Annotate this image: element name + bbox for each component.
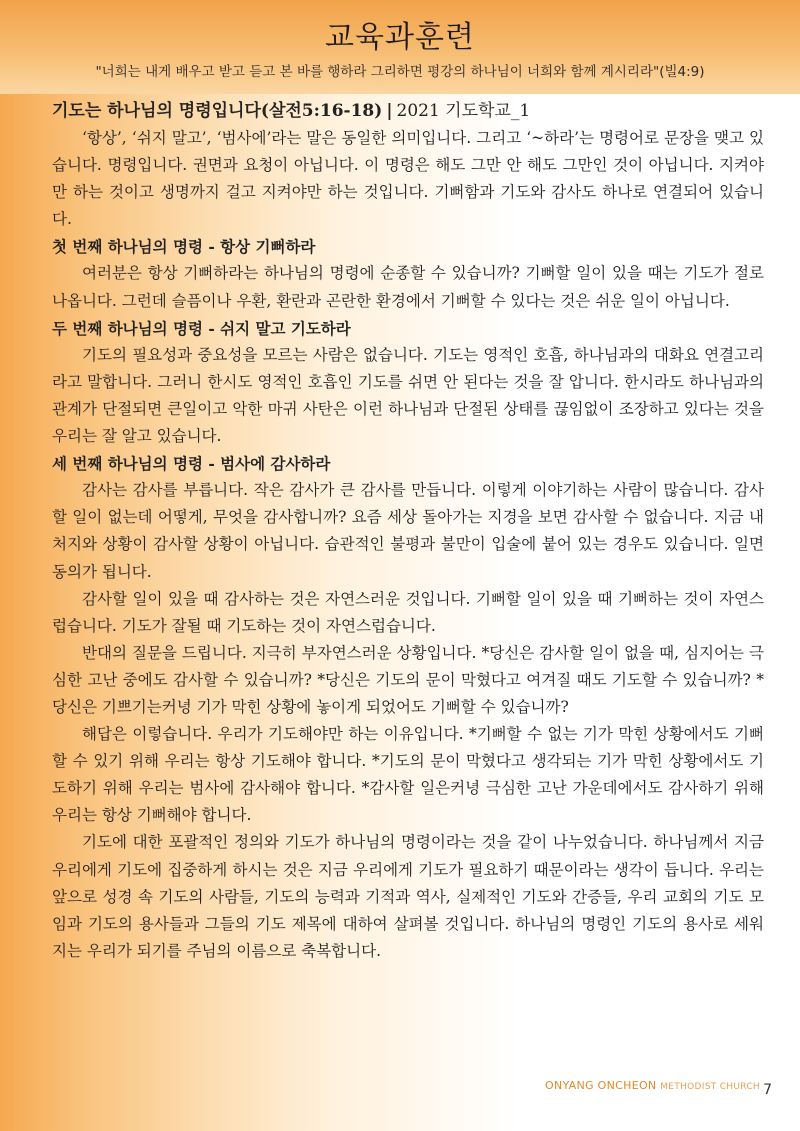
- section-2-paragraph: 기도의 필요성과 중요성을 모르는 사람은 없습니다. 기도는 영적인 호흡, 하나님과의 대화요 연결고리라고 말합니다. 그러니 한시도 영적인 호흡인 기도를 쉬면 안 된다는 것을 잘 압니다. 한시라도 하나님과의 관계가 단절되면 큰일이고 악한 마귀 사탄은 이런 하나님과 단절된 상태를 끊임없이 조장하고 있다는 것을 우리는 잘 알고 있습니다.: [52, 345, 764, 446]
- article-body: [52, 98, 764, 965]
- header-verse: "너희는 내게 배우고 받고 듣고 본 바를 행하라 그리하면 평강의 하나님이 너희와 함께 계시리라"(빌4:9): [95, 64, 705, 80]
- page-number: 7: [763, 1082, 772, 1098]
- section-3-paragraph-3: 반대의 질문을 드립니다. 지극히 부자연스러운 상황입니다. *당신은 감사할 일이 없을 때, 심지어는 극심한 고난 중에도 감사할 수 있습니까? *당신은 기도의 문이 막혔다고 여겨질 때도 기도할 수 있습니까? *당신은 기쁘기는커녕 기가 막힌 상황에 놓이게 되었어도 기뻐할 수 있습니까?: [52, 643, 764, 716]
- section-3-paragraph-2: 감사할 일이 있을 때 감사하는 것은 자연스러운 것입니다. 기뻐할 일이 있을 때 기뻐하는 것이 자연스럽습니다. 기도가 잘될 때 기도하는 것이 자연스럽습니다.: [52, 589, 764, 635]
- brand-main: ONYANG ONCHEON: [545, 1079, 657, 1092]
- church-brand: [545, 1079, 760, 1092]
- intro-paragraph: ‘항상’, ‘쉬지 말고’, ‘범사에’라는 말은 동일한 의미입니다. 그리고 ‘~하라’는 명령어로 문장을 맺고 있습니다. 명령입니다. 권면과 요청이 아닙니다. 이 명령은 해도 그만 안 해도 그만인 것이 아닙니다. 지켜야만 하는 것이고 생명까지 걸고 지켜야만 하는 것입니다. 기뻐함과 기도와 감사도 하나로 연결되어 있습니다.: [52, 129, 764, 229]
- section-1-paragraph: 여러분은 항상 기뻐하라는 하나님의 명령에 순종할 수 있습니까? 기뻐할 일이 있을 때는 기도가 절로 나옵니다. 그런데 슬픔이나 우환, 환란과 곤란한 환경에서 기뻐할 수 있다는 것은 쉬운 일이 아닙니다.: [52, 264, 764, 310]
- section-3-paragraph-5: 기도에 대한 포괄적인 정의와 기도가 하나님의 명령이라는 것을 같이 나누었습니다. 하나님께서 지금 우리에게 기도에 집중하게 하시는 것은 지금 우리에게 기도가 필요하기 때문이라는 생각이 듭니다. 우리는 앞으로 성경 속 기도의 사람들, 기도의 능력과 기적과 역사, 실제적인 기도와 간증들, 우리 교회의 기도 모임과 기도의 용사들과 그들의 기도 제목에 대하여 살펴볼 것입니다. 하나님의 명령인 기도의 용사로 세워지는 우리가 되기를 주님의 이름으로 축복합니다.: [52, 833, 764, 960]
- section-3-paragraph-1: 감사는 감사를 부릅니다. 작은 감사가 큰 감사를 만듭니다. 이렇게 이야기하는 사람이 많습니다. 감사할 일이 없는데 어떻게, 무엇을 감사합니까? 요즘 세상 돌아가는 지경을 보면 감사할 수 없습니다. 지금 내 처지와 상황이 감사할 상황이 아닙니다. 습관적인 불평과 불만이 입술에 붙어 있는 경우도 있습니다. 일면 동의가 됩니다.: [52, 481, 764, 581]
- section-3-paragraph-4: 해답은 이렇습니다. 우리가 기도해야만 하는 이유입니다. *기뻐할 수 없는 기가 막힌 상황에서도 기뻐할 수 있기 위해 우리는 항상 기도해야 합니다. *기도의 문이 막혔다고 생각되는 기가 막힌 상황에서도 기도하기 위해 우리는 범사에 감사해야 합니다. *감사할 일은커녕 극심한 고난 가운데에서도 감사하기 위해 우리는 항상 기뻐해야 합니다.: [52, 725, 764, 825]
- title-separator: |: [386, 101, 393, 121]
- section-heading-3: 세 번째 하나님의 명령 - 범사에 감사하라: [52, 454, 331, 474]
- page-title: 교육과훈련: [325, 20, 475, 55]
- article-title-line: [52, 98, 764, 125]
- brand-sub: METHODIST CHURCH: [660, 1082, 760, 1092]
- section-heading-1: 첫 번째 하나님의 명령 - 항상 기뻐하라: [52, 237, 316, 257]
- section-heading-2: 두 번째 하나님의 명령 - 쉬지 말고 기도하라: [52, 318, 351, 338]
- article-title: 기도는 하나님의 명령입니다(살전5:16-18): [52, 101, 383, 121]
- course-label: 2021 기도학교_1: [396, 101, 531, 121]
